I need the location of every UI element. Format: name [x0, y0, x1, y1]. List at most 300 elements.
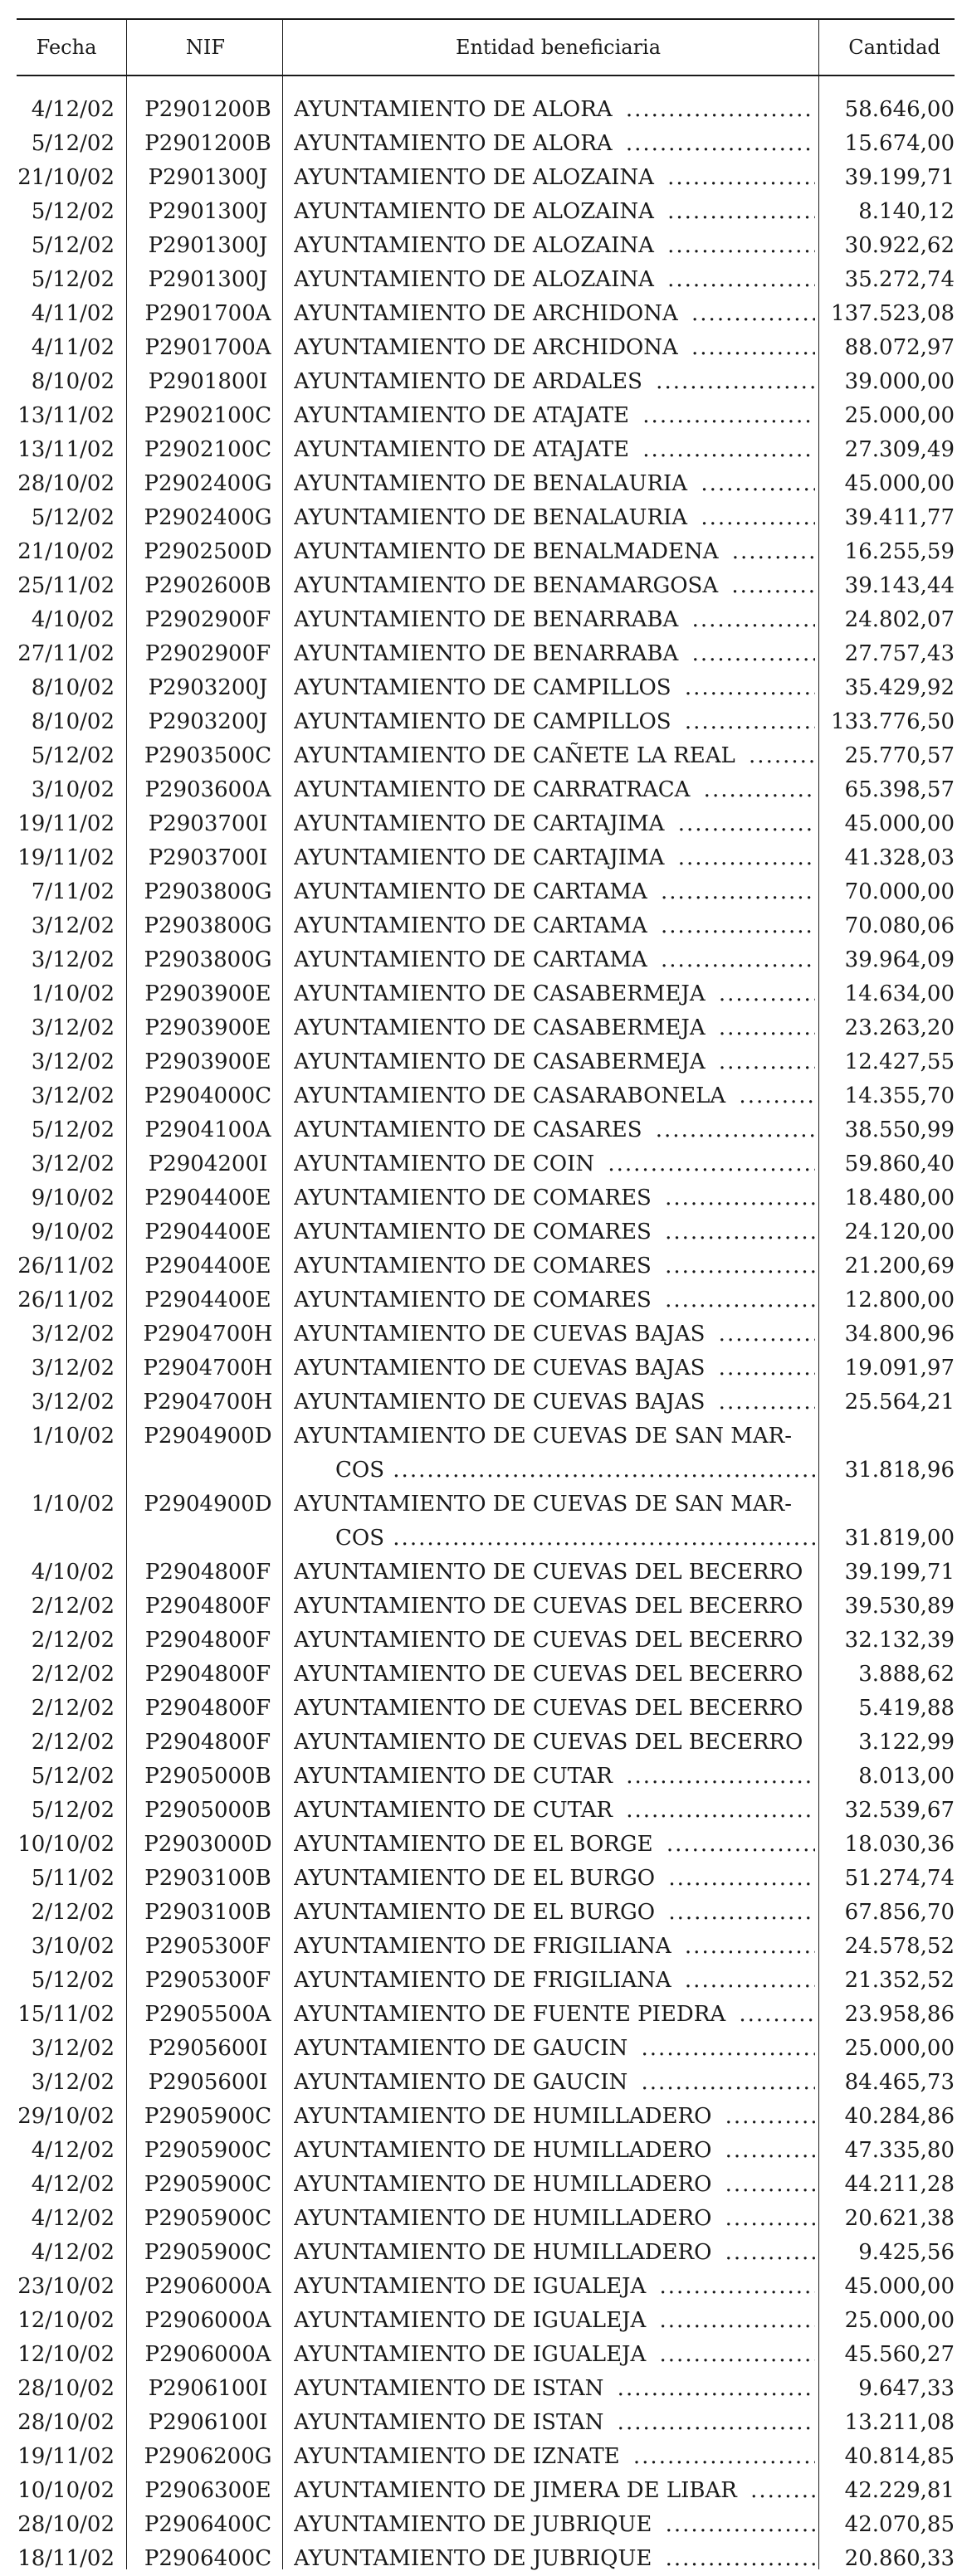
table-row — [17, 2304, 955, 2338]
row-nif: P2901800I — [148, 369, 268, 394]
row-fecha: 3/12/02 — [31, 1356, 115, 1381]
row-entidad-text: AYUNTAMIENTO DE COIN — [294, 1152, 599, 1176]
row-nif: P2901300J — [148, 165, 268, 190]
row-cantidad: 45.000,00 — [844, 471, 955, 496]
row-entidad — [294, 127, 815, 161]
table-row — [17, 2372, 955, 2406]
table-row — [17, 1147, 955, 1181]
table-row — [17, 1658, 955, 1692]
row-cantidad: 3.888,62 — [858, 1662, 955, 1687]
table-row — [17, 1419, 955, 1488]
row-fecha: 21/10/02 — [17, 539, 115, 564]
row-entidad — [294, 2168, 815, 2202]
row-cantidad: 23.263,20 — [844, 1015, 955, 1040]
row-nif: P2905900C — [144, 2240, 272, 2265]
row-cantidad: 45.560,27 — [844, 2342, 955, 2367]
row-entidad-text: AYUNTAMIENTO DE CUEVAS BAJAS — [294, 1322, 710, 1346]
table-row — [17, 1692, 955, 1726]
row-entidad — [294, 365, 815, 399]
row-nif: P2901700A — [144, 301, 271, 326]
row-entidad-text: AYUNTAMIENTO DE CUTAR — [294, 1798, 618, 1823]
row-nif: P2905600I — [148, 2036, 268, 2061]
row-entidad-text: AYUNTAMIENTO DE HUMILLADERO — [294, 2206, 716, 2231]
row-cantidad: 8.140,12 — [858, 199, 955, 224]
row-entidad-text: AYUNTAMIENTO DE CUEVAS DEL BECERRO — [294, 1730, 808, 1755]
row-entidad — [294, 603, 815, 637]
row-fecha: 3/12/02 — [31, 1015, 115, 1040]
row-entidad — [294, 2440, 815, 2474]
row-cantidad: 24.802,07 — [844, 607, 955, 632]
row-entidad — [294, 739, 815, 773]
row-cantidad: 25.000,00 — [844, 403, 955, 428]
row-entidad — [294, 1590, 815, 1624]
table-row — [17, 2406, 955, 2440]
row-entidad — [294, 2338, 815, 2372]
header-nif: NIF — [185, 36, 226, 59]
row-cantidad: 31.818,96 — [844, 1458, 955, 1483]
row-cantidad: 42.229,81 — [844, 2478, 955, 2503]
row-cantidad: 30.922,62 — [844, 233, 955, 258]
row-entidad-text: AYUNTAMIENTO DE CARTAMA — [294, 879, 652, 904]
row-cantidad: 18.030,36 — [844, 1832, 955, 1857]
row-entidad — [294, 1317, 815, 1351]
table-row — [17, 195, 955, 229]
row-fecha: 28/10/02 — [17, 2410, 115, 2435]
row-fecha: 2/12/02 — [31, 1594, 115, 1619]
header-cantidad: Cantidad — [848, 36, 940, 59]
row-cantidad: 14.634,00 — [844, 981, 955, 1006]
row-cantidad: 65.398,57 — [844, 777, 955, 802]
table-row — [17, 1011, 955, 1045]
row-fecha: 4/10/02 — [31, 1560, 115, 1585]
row-fecha: 2/12/02 — [31, 1730, 115, 1755]
row-nif: P2902900F — [144, 607, 271, 632]
row-entidad — [294, 909, 815, 943]
row-fecha: 2/12/02 — [31, 1900, 115, 1925]
header-entidad: Entidad beneficiaria — [455, 36, 662, 59]
row-fecha: 26/11/02 — [17, 1254, 115, 1278]
row-cantidad: 21.352,52 — [844, 1968, 955, 1993]
row-entidad-text: AYUNTAMIENTO DE CUEVAS DE SAN MAR- — [294, 1424, 797, 1449]
row-cantidad: 25.770,57 — [844, 743, 955, 768]
row-cantidad: 88.072,97 — [844, 335, 955, 360]
row-entidad-continuation: COS ..... — [294, 1522, 815, 1556]
row-fecha: 3/12/02 — [31, 1049, 115, 1074]
row-nif: P2906000A — [144, 2274, 271, 2299]
table-row — [17, 637, 955, 671]
row-nif: P2902100C — [144, 403, 272, 428]
row-fecha: 4/12/02 — [31, 2206, 115, 2231]
table-row — [17, 1283, 955, 1317]
row-nif: P2901700A — [144, 335, 271, 360]
row-entidad — [294, 807, 815, 841]
row-nif: P2904700H — [143, 1390, 273, 1415]
table-row — [17, 1249, 955, 1283]
row-entidad-text: AYUNTAMIENTO DE CUEVAS BAJAS — [294, 1390, 710, 1415]
table-row — [17, 2134, 955, 2168]
row-entidad — [294, 1419, 815, 1454]
row-entidad — [294, 637, 815, 671]
row-fecha: 4/11/02 — [31, 301, 115, 326]
row-fecha: 4/10/02 — [31, 607, 115, 632]
row-fecha: 1/10/02 — [31, 1492, 115, 1517]
row-entidad — [294, 2202, 815, 2236]
row-entidad — [294, 841, 815, 875]
row-entidad — [294, 1998, 815, 2032]
row-nif: P2905900C — [144, 2172, 272, 2197]
row-entidad-text: AYUNTAMIENTO DE CUTAR — [294, 1764, 618, 1789]
row-cantidad: 21.200,69 — [844, 1254, 955, 1278]
row-fecha: 28/10/02 — [17, 2512, 115, 2537]
table-row — [17, 2474, 955, 2508]
table-row — [17, 2100, 955, 2134]
row-cantidad: 35.429,92 — [844, 675, 955, 700]
row-entidad-text: AYUNTAMIENTO DE IZNATE — [294, 2444, 625, 2469]
row-entidad-text: AYUNTAMIENTO DE EL BORGE — [294, 1832, 658, 1857]
row-fecha: 29/10/02 — [17, 2104, 115, 2129]
row-entidad — [294, 1726, 815, 1760]
row-entidad — [294, 977, 815, 1011]
row-entidad-text: AYUNTAMIENTO DE CASARABONELA — [294, 1083, 730, 1108]
row-cantidad: 42.070,85 — [844, 2512, 955, 2537]
table-header — [17, 18, 955, 76]
row-entidad — [294, 433, 815, 467]
row-nif: P2904400E — [144, 1186, 271, 1210]
row-nif: P2903900E — [144, 1015, 271, 1040]
row-entidad-text: AYUNTAMIENTO DE IGUALEJA — [294, 2342, 651, 2367]
row-cantidad: 67.856,70 — [844, 1900, 955, 1925]
row-cantidad: 12.427,55 — [844, 1049, 955, 1074]
table-row — [17, 1726, 955, 1760]
row-nif: P2903900E — [144, 1049, 271, 1074]
row-entidad — [294, 875, 815, 909]
row-entidad — [294, 399, 815, 433]
table-row — [17, 1896, 955, 1930]
row-entidad-text: AYUNTAMIENTO DE ARCHIDONA — [294, 335, 683, 360]
row-nif: P2903600A — [144, 777, 271, 802]
row-nif: P2903200J — [148, 675, 268, 700]
row-entidad — [294, 2100, 815, 2134]
row-fecha: 25/11/02 — [17, 573, 115, 598]
row-nif: P2905000B — [144, 1798, 271, 1823]
row-cantidad: 14.355,70 — [844, 1083, 955, 1108]
row-fecha: 12/10/02 — [17, 2342, 115, 2367]
table-row — [17, 2440, 955, 2474]
table-row — [17, 977, 955, 1011]
row-nif: P2902400G — [144, 505, 272, 530]
table-row — [17, 1113, 955, 1147]
row-nif: P2904200I — [148, 1152, 268, 1176]
row-fecha: 8/10/02 — [31, 709, 115, 734]
table-row — [17, 2168, 955, 2202]
row-entidad-text: AYUNTAMIENTO DE IGUALEJA — [294, 2274, 651, 2299]
table-row — [17, 1181, 955, 1215]
row-entidad — [294, 1181, 815, 1215]
table-row — [17, 2032, 955, 2066]
row-fecha: 19/11/02 — [17, 2444, 115, 2469]
row-fecha: 13/11/02 — [17, 403, 115, 428]
row-cantidad: 39.199,71 — [844, 165, 955, 190]
row-fecha: 19/11/02 — [17, 811, 115, 836]
row-entidad-text: AYUNTAMIENTO DE COMARES — [294, 1254, 657, 1278]
table-row — [17, 1828, 955, 1862]
table-row — [17, 1317, 955, 1351]
row-cantidad: 51.274,74 — [844, 1866, 955, 1891]
row-cantidad: 9.425,56 — [858, 2240, 955, 2265]
row-entidad — [294, 1385, 815, 1419]
table-row — [17, 263, 955, 297]
row-cantidad: 44.211,28 — [844, 2172, 955, 2197]
row-entidad — [294, 2032, 815, 2066]
row-cantidad: 25.000,00 — [844, 2308, 955, 2333]
row-nif: P2906100I — [148, 2376, 268, 2401]
row-fecha: 4/12/02 — [31, 97, 115, 122]
row-cantidad: 39.143,44 — [844, 573, 955, 598]
row-fecha: 7/11/02 — [31, 879, 115, 904]
row-cantidad: 27.757,43 — [844, 641, 955, 666]
row-entidad-text: AYUNTAMIENTO DE FRIGILIANA — [294, 1934, 676, 1959]
table-row — [17, 535, 955, 569]
row-fecha: 21/10/02 — [17, 165, 115, 190]
row-fecha: 3/12/02 — [31, 2036, 115, 2061]
row-entidad — [294, 535, 815, 569]
table-row — [17, 229, 955, 263]
row-cantidad: 84.465,73 — [844, 2070, 955, 2095]
row-cantidad: 16.255,59 — [844, 539, 955, 564]
column-divider — [126, 18, 127, 2569]
row-cantidad: 70.000,00 — [844, 879, 955, 904]
row-cantidad: 20.860,33 — [844, 2546, 955, 2571]
table-row — [17, 467, 955, 501]
row-entidad — [294, 2406, 815, 2440]
row-nif: P2903800G — [144, 913, 272, 938]
row-fecha: 5/12/02 — [31, 1764, 115, 1789]
row-entidad-text: AYUNTAMIENTO DE ALORA — [294, 131, 618, 156]
row-cantidad: 41.328,03 — [844, 845, 955, 870]
row-entidad — [294, 1658, 815, 1692]
row-entidad-text: AYUNTAMIENTO DE CUEVAS DEL BECERRO — [294, 1662, 808, 1687]
row-entidad-text: AYUNTAMIENTO DE COMARES — [294, 1186, 657, 1210]
row-entidad — [294, 297, 815, 331]
row-entidad-text: AYUNTAMIENTO DE EL BURGO — [294, 1866, 660, 1891]
table-row — [17, 807, 955, 841]
row-nif: P2902100C — [144, 437, 272, 462]
table-row — [17, 841, 955, 875]
table-row — [17, 1964, 955, 1998]
row-entidad — [294, 1896, 815, 1930]
row-entidad-text: AYUNTAMIENTO DE CARRATRACA — [294, 777, 695, 802]
row-cantidad: 40.814,85 — [844, 2444, 955, 2469]
row-entidad-text: AYUNTAMIENTO DE CAMPILLOS — [294, 675, 676, 700]
row-cantidad: 39.199,71 — [844, 1560, 955, 1585]
row-nif: P2906200G — [144, 2444, 272, 2469]
row-entidad-text: AYUNTAMIENTO DE CUEVAS DEL BECERRO — [294, 1696, 808, 1721]
row-cantidad: 133.776,50 — [831, 709, 955, 734]
row-nif: P2903100B — [144, 1900, 271, 1925]
row-entidad — [294, 1930, 815, 1964]
table-row — [17, 1045, 955, 1079]
table-row — [17, 773, 955, 807]
row-entidad — [294, 1556, 815, 1590]
row-nif: P2904100A — [144, 1118, 271, 1142]
row-nif: P2904900D — [144, 1492, 272, 1517]
row-entidad — [294, 1011, 815, 1045]
row-nif: P2903000D — [144, 1832, 272, 1857]
row-entidad-text: AYUNTAMIENTO DE ALOZAINA — [294, 165, 659, 190]
row-entidad-text: AYUNTAMIENTO DE ALOZAINA — [294, 267, 659, 292]
table-row — [17, 1556, 955, 1590]
row-fecha: 28/10/02 — [17, 471, 115, 496]
row-cantidad: 40.284,86 — [844, 2104, 955, 2129]
row-entidad — [294, 2066, 815, 2100]
row-fecha: 3/12/02 — [31, 1322, 115, 1346]
table-row — [17, 2236, 955, 2270]
table-row — [17, 1385, 955, 1419]
row-entidad — [294, 263, 815, 297]
table-row — [17, 2202, 955, 2236]
row-nif: P2903200J — [148, 709, 268, 734]
table-row — [17, 1215, 955, 1249]
row-cantidad: 24.578,52 — [844, 1934, 955, 1959]
row-nif: P2906400C — [144, 2546, 272, 2571]
row-nif: P2906100I — [148, 2410, 268, 2435]
row-fecha: 4/12/02 — [31, 2172, 115, 2197]
row-entidad-text: AYUNTAMIENTO DE CARTAJIMA — [294, 845, 669, 870]
row-fecha: 10/10/02 — [17, 2478, 115, 2503]
row-entidad-text: AYUNTAMIENTO DE ISTAN — [294, 2376, 608, 2401]
row-entidad-text: AYUNTAMIENTO DE BENARRABA — [294, 641, 683, 666]
row-nif: P2906000A — [144, 2342, 271, 2367]
row-fecha: 15/11/02 — [17, 2002, 115, 2027]
row-entidad-text: AYUNTAMIENTO DE ARCHIDONA — [294, 301, 683, 326]
row-fecha: 5/12/02 — [31, 1798, 115, 1823]
row-fecha: 2/12/02 — [31, 1696, 115, 1721]
row-entidad-text: AYUNTAMIENTO DE BENALAURIA — [294, 505, 692, 530]
row-entidad-text: AYUNTAMIENTO DE FUENTE PIEDRA — [294, 2002, 730, 2027]
row-nif: P2902400G — [144, 471, 272, 496]
row-fecha: 9/10/02 — [31, 1186, 115, 1210]
row-fecha: 3/12/02 — [31, 947, 115, 972]
table-row — [17, 1794, 955, 1828]
row-nif: P2904700H — [143, 1322, 273, 1346]
table-row — [17, 2508, 955, 2542]
row-fecha: 5/12/02 — [31, 131, 115, 156]
row-entidad — [294, 1215, 815, 1249]
table-row — [17, 1488, 955, 1556]
row-nif: P2906400C — [144, 2512, 272, 2537]
row-nif: P2904800F — [144, 1560, 271, 1585]
table-row — [17, 365, 955, 399]
table-row — [17, 127, 955, 161]
row-entidad-text: AYUNTAMIENTO DE HUMILLADERO — [294, 2172, 716, 2197]
row-cantidad: 31.819,00 — [844, 1526, 955, 1551]
row-fecha: 5/12/02 — [31, 1118, 115, 1142]
row-fecha: 28/10/02 — [17, 2376, 115, 2401]
row-entidad-text: AYUNTAMIENTO DE CASABERMEJA — [294, 981, 711, 1006]
column-divider — [818, 18, 819, 2569]
row-cantidad: 12.800,00 — [844, 1288, 955, 1312]
row-nif: P2905300F — [144, 1934, 271, 1959]
row-fecha: 3/10/02 — [31, 777, 115, 802]
row-cantidad: 70.080,06 — [844, 913, 955, 938]
row-entidad-text: AYUNTAMIENTO DE JUBRIQUE — [294, 2546, 657, 2571]
row-entidad-text: AYUNTAMIENTO DE CASARES — [294, 1118, 647, 1142]
row-nif: P2904700H — [143, 1356, 273, 1381]
row-entidad — [294, 1624, 815, 1658]
row-fecha: 4/11/02 — [31, 335, 115, 360]
table-row — [17, 909, 955, 943]
table-row — [17, 297, 955, 331]
row-nif: P2903100B — [144, 1866, 271, 1891]
row-entidad-text: AYUNTAMIENTO DE ATAJATE — [294, 403, 634, 428]
table-row — [17, 2338, 955, 2372]
row-entidad — [294, 2270, 815, 2304]
row-fecha: 3/12/02 — [31, 1083, 115, 1108]
row-entidad — [294, 93, 815, 127]
row-entidad-text: AYUNTAMIENTO DE CARTAMA — [294, 913, 652, 938]
row-fecha: 5/11/02 — [31, 1866, 115, 1891]
table-row — [17, 501, 955, 535]
row-entidad — [294, 1964, 815, 1998]
row-entidad-text: AYUNTAMIENTO DE GAUCIN — [294, 2070, 632, 2095]
row-entidad-text: AYUNTAMIENTO DE CUEVAS BAJAS — [294, 1356, 710, 1381]
table-row — [17, 1351, 955, 1385]
row-entidad-text: AYUNTAMIENTO DE CAMPILLOS — [294, 709, 676, 734]
row-fecha: 3/12/02 — [31, 1390, 115, 1415]
row-cantidad: 39.411,77 — [844, 505, 955, 530]
row-entidad-text: AYUNTAMIENTO DE GAUCIN — [294, 2036, 632, 2061]
table-row — [17, 1930, 955, 1964]
row-entidad — [294, 2508, 815, 2542]
row-entidad-text: AYUNTAMIENTO DE COMARES — [294, 1288, 657, 1312]
header-fecha: Fecha — [36, 36, 97, 59]
row-nif: P2905900C — [144, 2138, 272, 2163]
row-entidad — [294, 705, 815, 739]
row-cantidad: 39.530,89 — [844, 1594, 955, 1619]
row-nif: P2905000B — [144, 1764, 271, 1789]
subsidy-table — [17, 18, 955, 2571]
row-entidad — [294, 229, 815, 263]
row-nif: P2901300J — [148, 199, 268, 224]
row-entidad — [294, 1113, 815, 1147]
row-entidad — [294, 1283, 815, 1317]
row-entidad — [294, 1692, 815, 1726]
row-entidad-text: AYUNTAMIENTO DE CASABERMEJA — [294, 1015, 711, 1040]
row-fecha: 8/10/02 — [31, 675, 115, 700]
row-entidad — [294, 2236, 815, 2270]
row-cantidad: 8.013,00 — [858, 1764, 955, 1789]
row-fecha: 2/12/02 — [31, 1628, 115, 1653]
table-body — [17, 93, 955, 2576]
row-nif: P2901300J — [148, 233, 268, 258]
row-entidad — [294, 1351, 815, 1385]
row-nif: P2903800G — [144, 879, 272, 904]
row-entidad — [294, 1249, 815, 1283]
row-entidad — [294, 2372, 815, 2406]
table-row — [17, 1998, 955, 2032]
row-cantidad: 25.000,00 — [844, 2036, 955, 2061]
row-cantidad: 35.272,74 — [844, 267, 955, 292]
row-nif: P2904400E — [144, 1254, 271, 1278]
table-row — [17, 2066, 955, 2100]
row-fecha: 1/10/02 — [31, 1424, 115, 1449]
row-cantidad: 58.646,00 — [844, 97, 955, 122]
row-entidad-text: AYUNTAMIENTO DE EL BURGO — [294, 1900, 660, 1925]
row-fecha: 8/10/02 — [31, 369, 115, 394]
row-cantidad: 34.800,96 — [844, 1322, 955, 1346]
row-nif: P2906000A — [144, 2308, 271, 2333]
row-fecha: 9/10/02 — [31, 1220, 115, 1244]
